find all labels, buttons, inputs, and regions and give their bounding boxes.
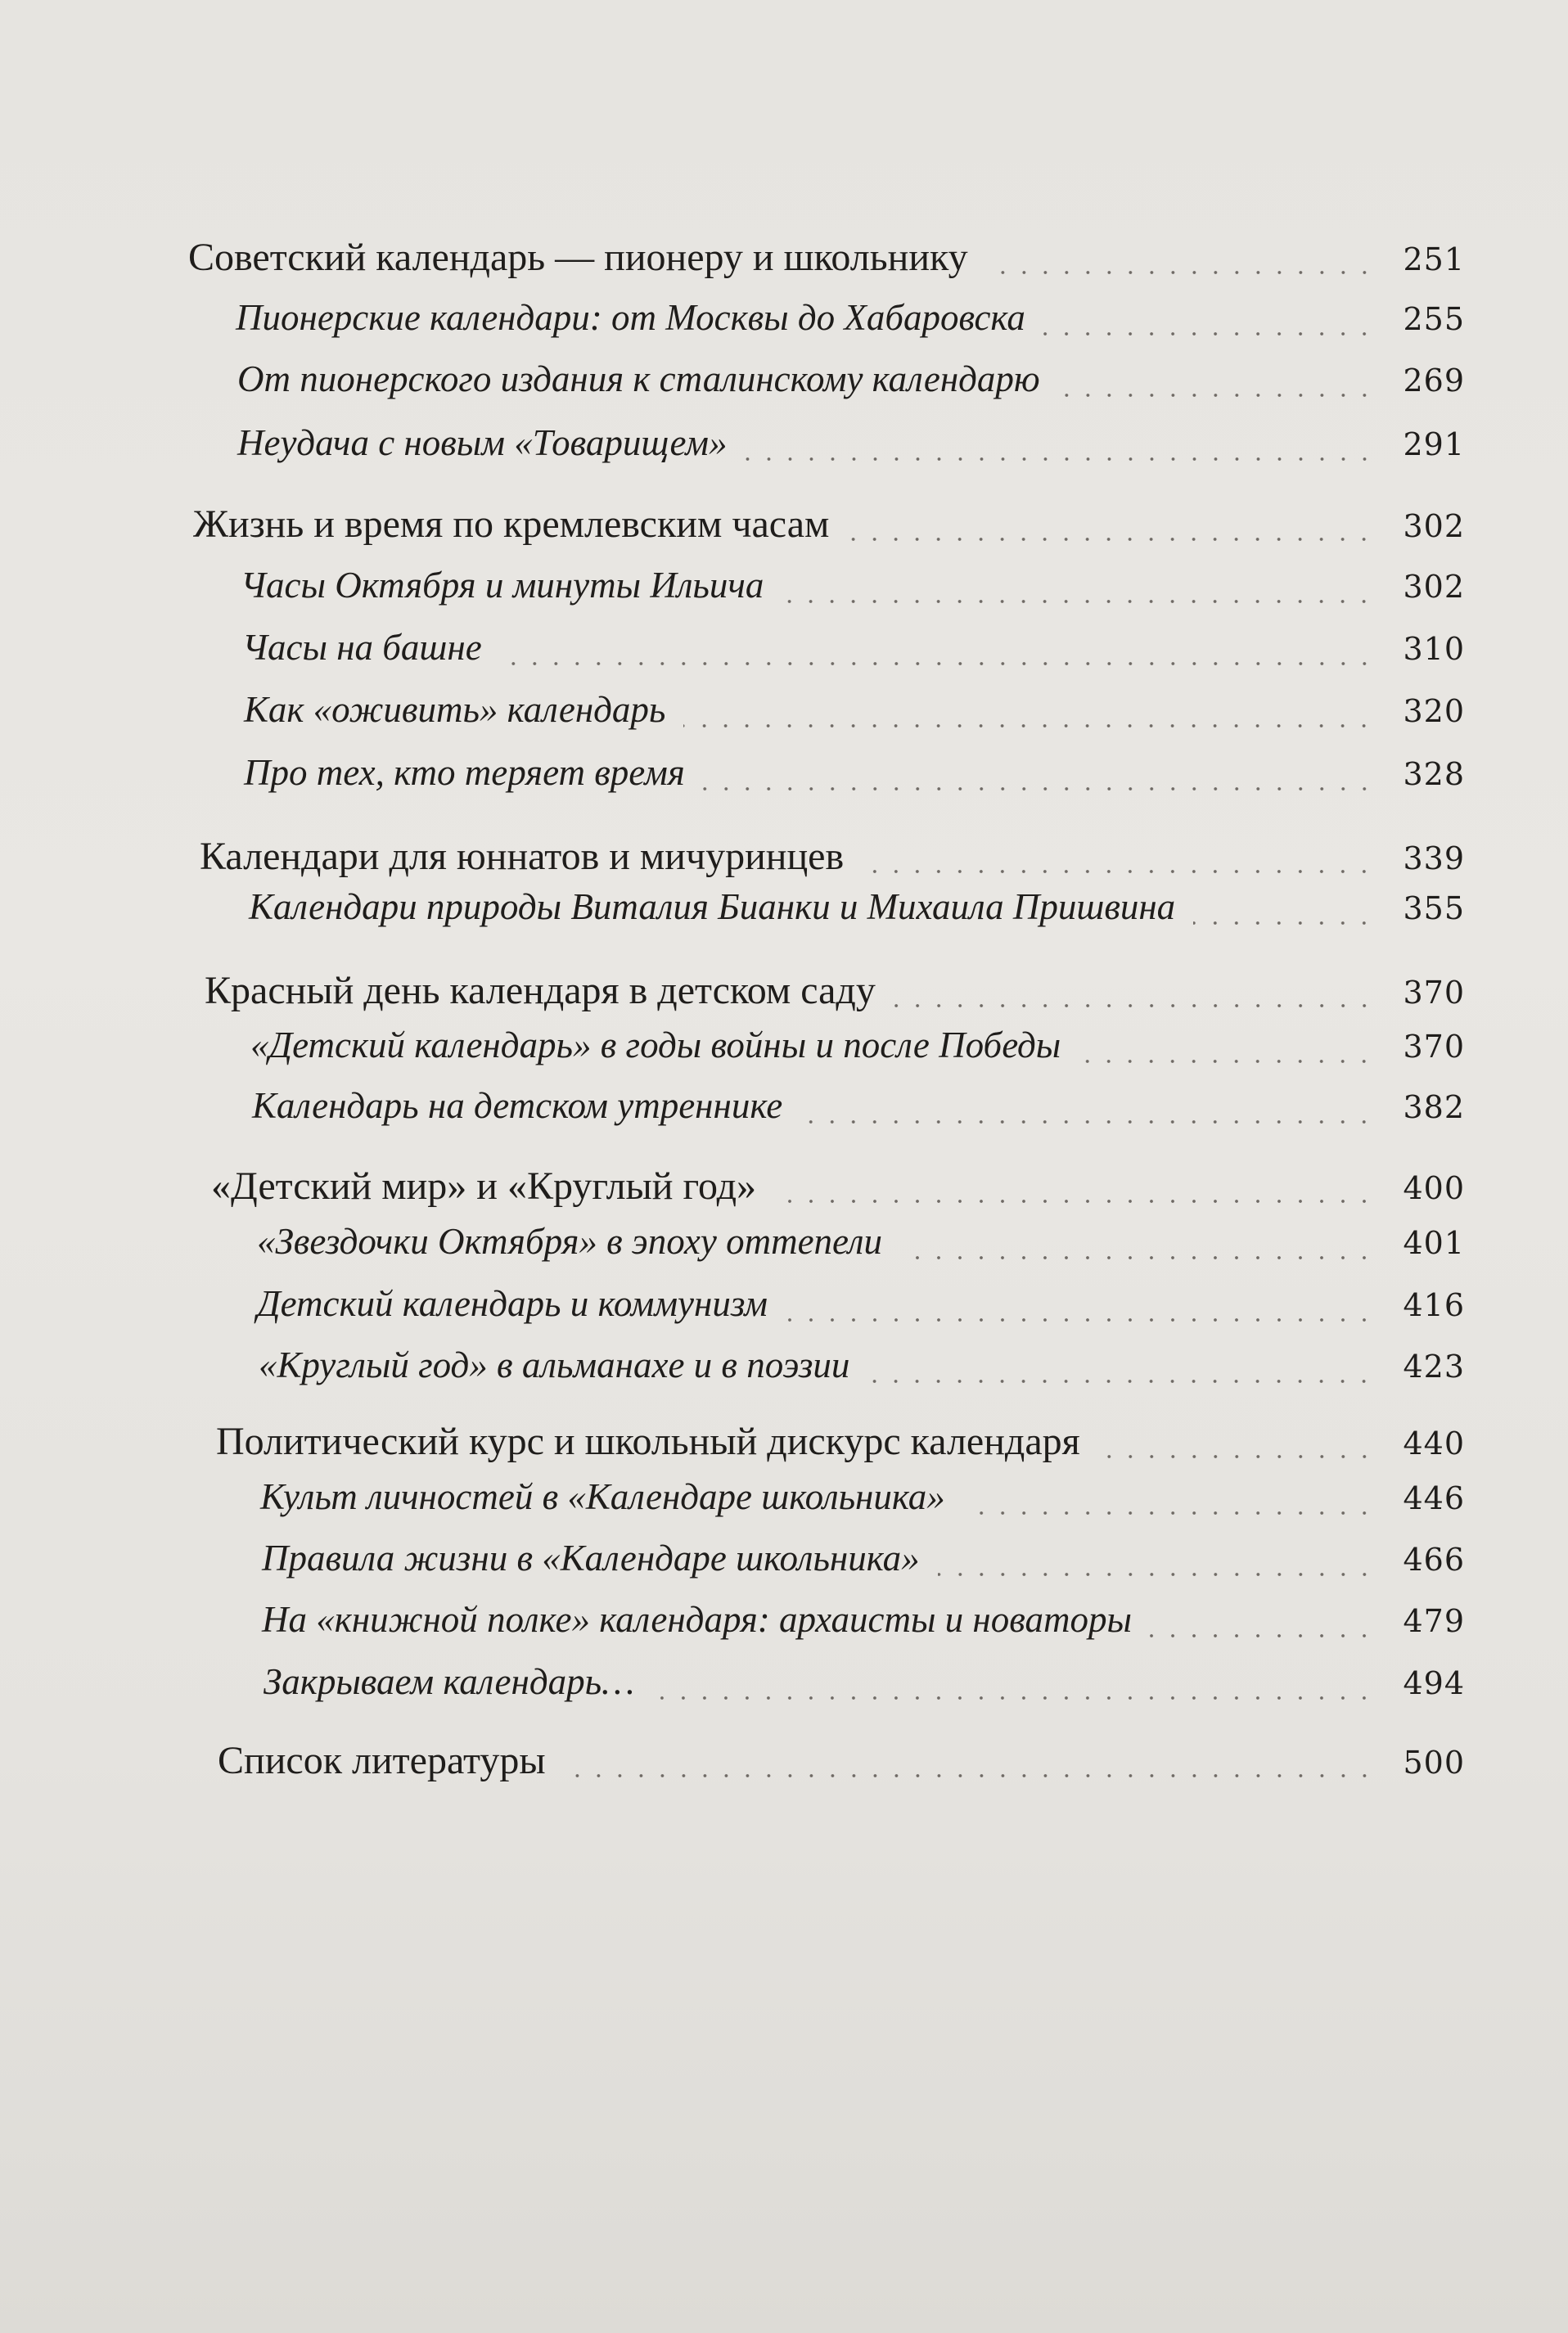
toc-page-number: 401 [1403,1225,1465,1261]
toc-entry-title: От пионерского издания к сталинскому календарю [237,358,1040,399]
toc-page-number: 446 [1403,1480,1465,1516]
dot-leader [746,457,1375,461]
toc-entry-title: Календари для юннатов и мичуринцев [200,835,845,878]
dot-leader [683,724,1375,727]
toc-section [242,626,1465,677]
toc-page-number: 370 [1403,1029,1465,1065]
toc-section [237,421,1465,472]
toc-page-number: 423 [1403,1349,1465,1385]
toc-page-number: 328 [1403,756,1465,792]
toc-page-number: 339 [1403,840,1465,876]
toc-entry-title: На «книжной полке» календаря: архаисты и новаторы [262,1599,1132,1640]
toc-page-number: 255 [1403,301,1465,337]
toc-entry-title: «Круглый год» в альманахе и в поэзии [259,1344,850,1385]
toc-section [262,1537,1465,1588]
toc-chapter [211,1164,1465,1214]
toc-entry-title: Календарь на детском утреннике [252,1085,783,1126]
toc-chapter [193,502,1465,552]
toc-section [241,564,1465,615]
toc-page-number: 302 [1403,508,1465,544]
toc-page-number: 494 [1403,1665,1465,1701]
toc-section [257,1220,1465,1271]
dot-leader [786,1318,1375,1322]
toc-page-number: 320 [1403,693,1465,729]
dot-leader [782,600,1375,603]
dot-leader [652,1696,1375,1700]
toc-page-number: 302 [1403,569,1465,605]
toc-chapter [205,968,1465,1019]
toc-entry-title: Часы Октября и минуты Ильича [241,565,764,606]
toc-section [252,1084,1465,1135]
dot-leader [703,787,1375,790]
toc-page-number: 416 [1403,1287,1465,1323]
toc-section [244,751,1465,802]
toc-entry-title: Как «оживить» календарь [244,689,666,730]
toc-page-number: 310 [1403,631,1465,667]
toc-section [250,1024,1465,1074]
toc-entry-title: Часы на башне [242,627,482,668]
toc-entry-title: Список литературы [218,1739,546,1782]
toc-entry-title: Культ личностей в «Календаре школьника» [260,1476,945,1517]
toc-page-number: 400 [1403,1170,1465,1206]
toc-entry-title: Правила жизни в «Календаре школьника» [262,1538,920,1579]
toc-entry-title: «Детский мир» и «Круглый год» [211,1164,756,1208]
toc-entry-title: Советский календарь — пионеру и школьнику [188,236,968,279]
dot-leader [774,1200,1375,1203]
toc-entry-title: Про тех, кто теряет время [244,752,685,793]
toc-page-number: 466 [1403,1542,1465,1578]
dot-leader [938,1573,1375,1576]
dot-leader [900,1256,1375,1259]
toc-page-number: 440 [1403,1425,1465,1462]
dot-leader [1043,332,1375,336]
toc-page-number: 382 [1403,1089,1465,1125]
toc-entry-title: «Звездочки Октября» в эпоху оттепели [257,1221,883,1262]
toc-entry-title: Красный день календаря в детском саду [205,969,876,1012]
dot-leader [867,1380,1375,1383]
toc-section [244,688,1465,739]
dot-leader [1098,1455,1375,1458]
toc-entry-title: Жизнь и время по кремлевским часам [193,502,830,546]
dot-leader [963,1511,1375,1515]
toc-chapter [216,1419,1465,1470]
dot-leader [1150,1634,1375,1637]
toc-section [262,1598,1465,1649]
toc-page-number: 479 [1403,1603,1465,1639]
toc-section [249,885,1465,936]
toc-page-number: 251 [1403,241,1465,277]
toc-page-number: 500 [1403,1745,1465,1781]
toc-chapter [188,235,1465,286]
toc-section [259,1344,1465,1394]
dot-leader [986,271,1375,274]
toc-entry-title: Пионерские календари: от Москвы до Хабаровска [236,297,1025,338]
toc-section [264,1660,1465,1711]
toc-section [257,1282,1465,1333]
toc-page-number: 370 [1403,975,1465,1011]
toc-chapter [200,834,1465,885]
toc-entry-title: Детский календарь и коммунизм [257,1283,768,1324]
toc-page-number: 269 [1403,363,1465,399]
dot-leader [500,662,1375,665]
dot-leader [862,870,1375,873]
toc-entry-title: «Детский календарь» в годы войны и после Победы [250,1025,1061,1065]
dot-leader [1079,1060,1375,1063]
dot-leader [564,1774,1375,1777]
toc-chapter [218,1738,1465,1789]
dot-leader [847,538,1375,541]
toc-entry-title: Календари природы Виталия Бианки и Михаила Пришвина [249,886,1176,927]
dot-leader [1193,921,1375,925]
toc-page-number: 355 [1403,890,1465,926]
dot-leader [894,1004,1375,1007]
toc-section [237,358,1465,408]
dot-leader [800,1120,1375,1124]
toc-entry-title: Политический курс и школьный дискурс календаря [216,1420,1080,1463]
toc-entry-title: Закрываем календарь… [264,1661,635,1702]
toc-page-number: 291 [1403,426,1465,462]
toc-section [260,1475,1465,1526]
dot-leader [1058,394,1375,397]
toc-section [236,296,1465,347]
toc-entry-title: Неудача с новым «Товарищем» [237,422,728,463]
